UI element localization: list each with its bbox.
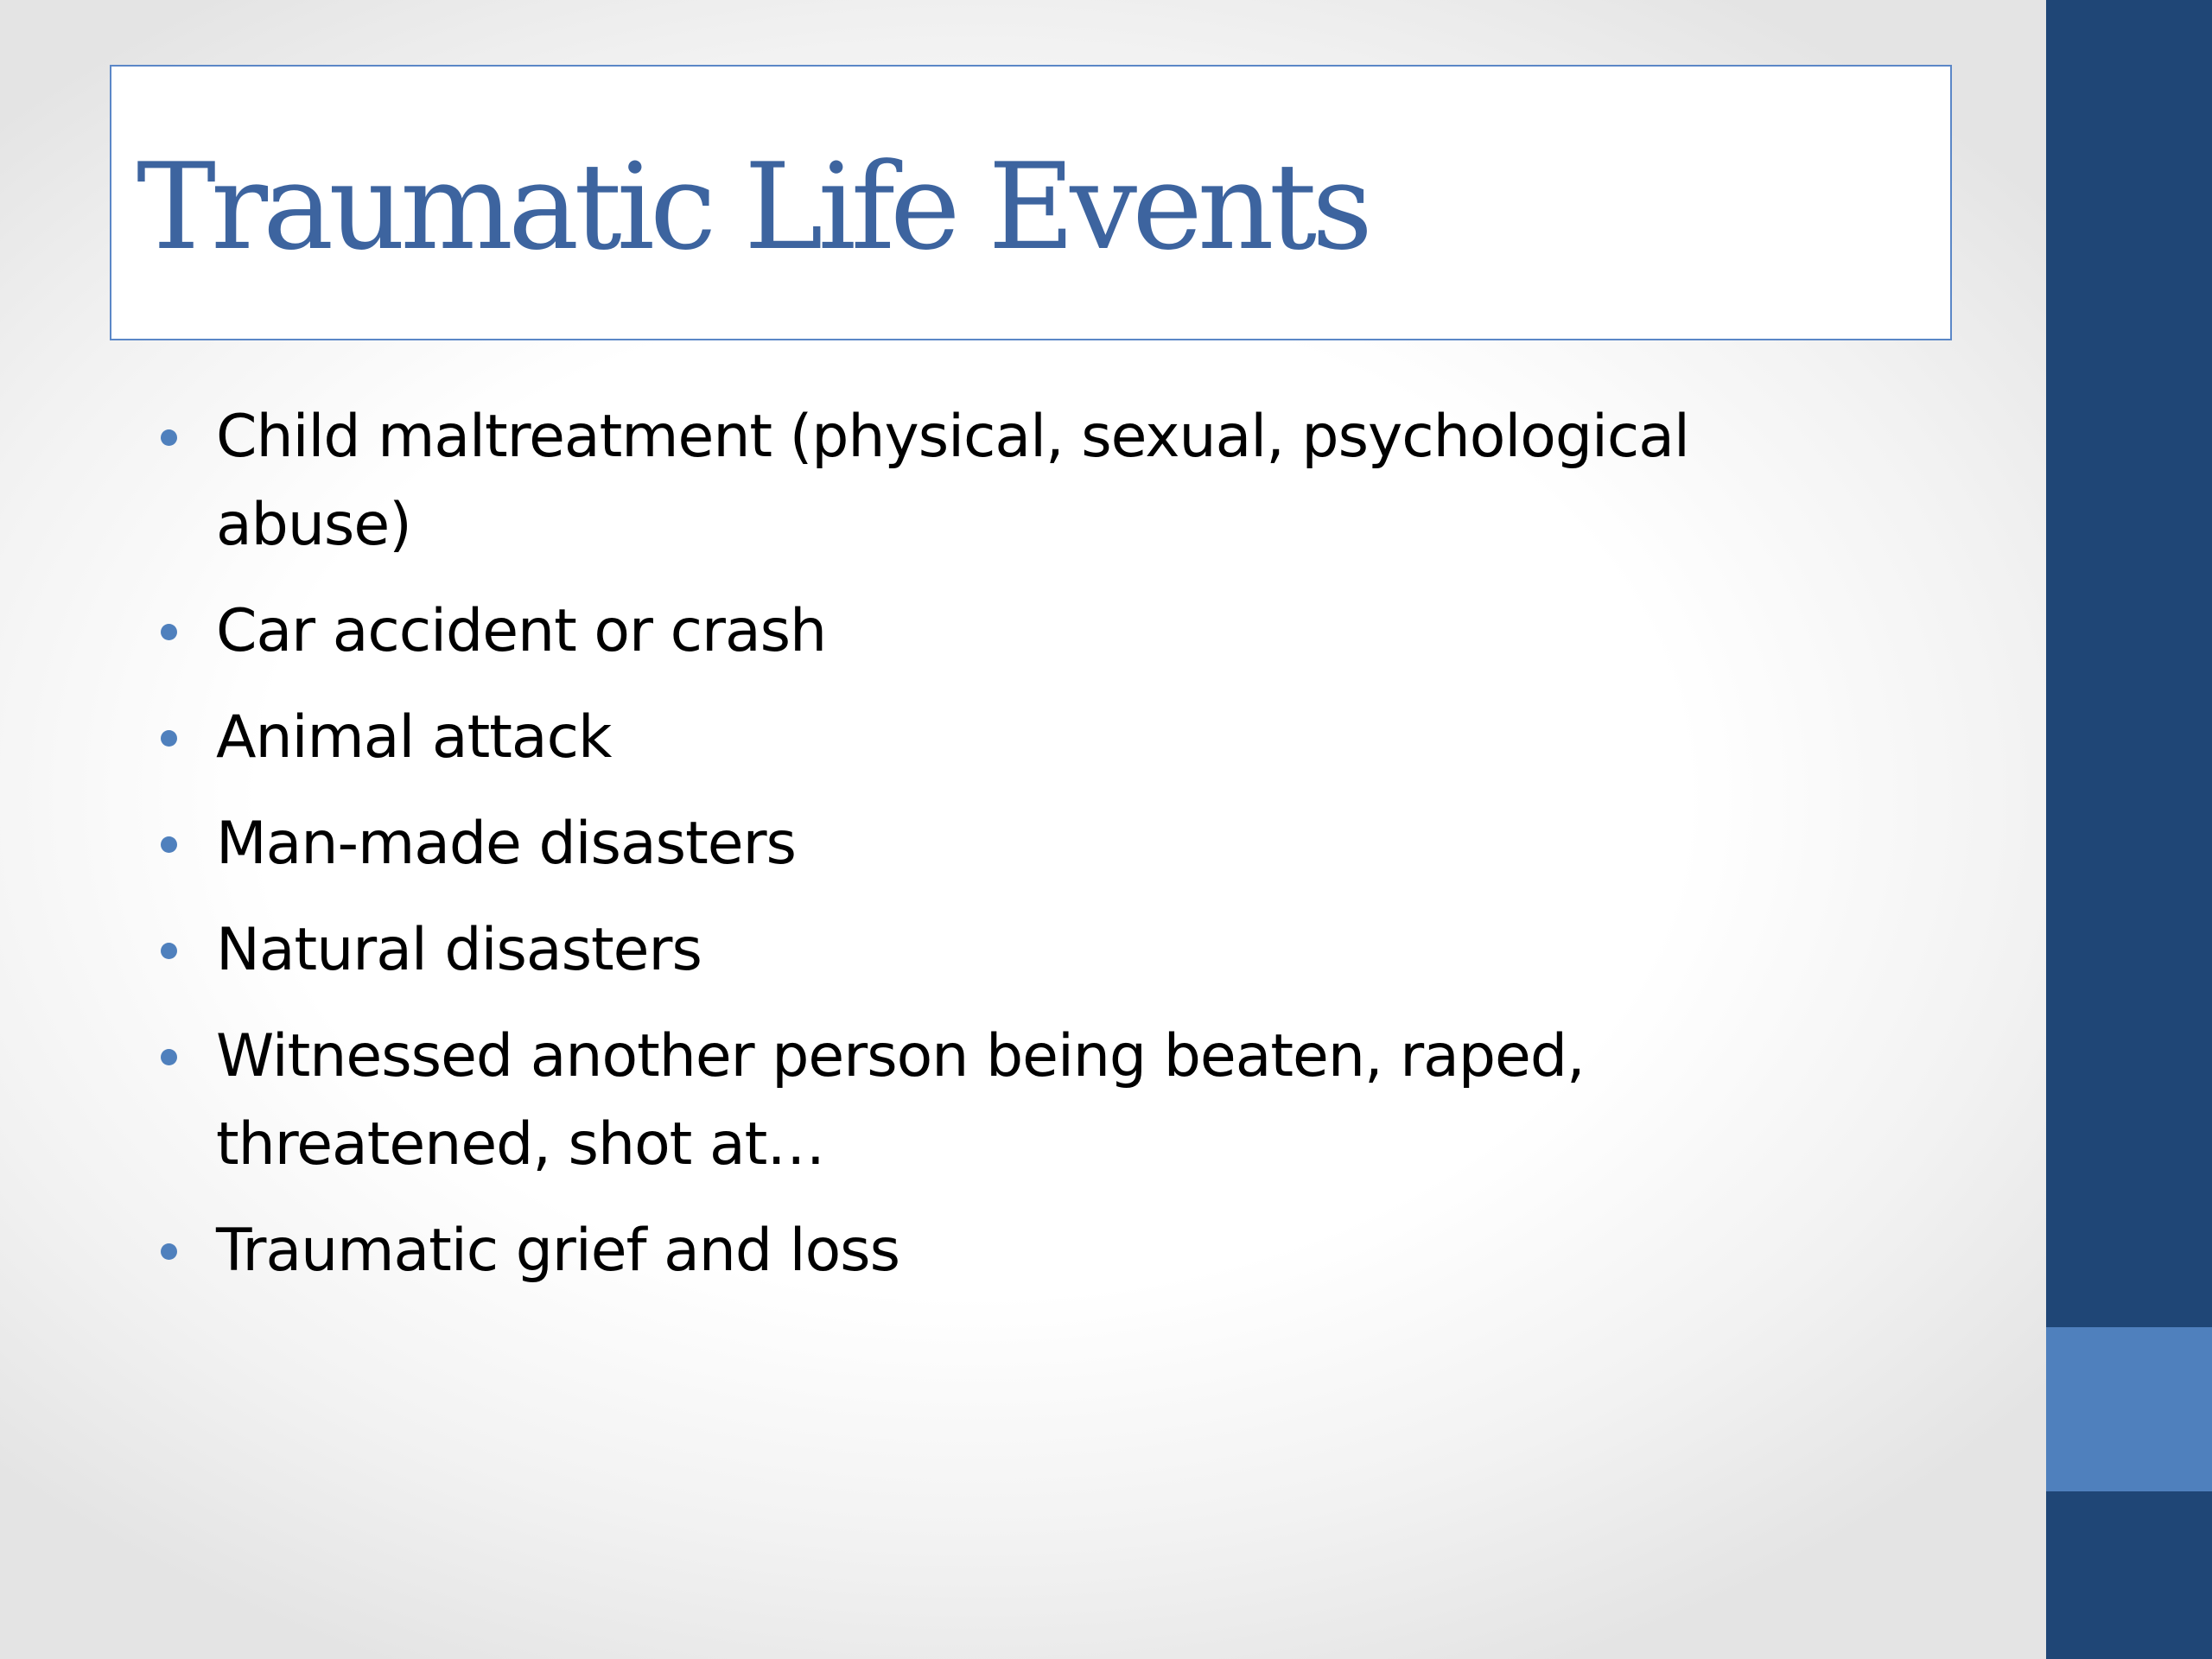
bullet-icon xyxy=(161,1049,177,1065)
list-item xyxy=(216,1207,1789,1295)
bullet-icon xyxy=(161,624,177,640)
bullet-icon xyxy=(161,1243,177,1260)
bullet-icon xyxy=(161,429,177,446)
bullet-text: Witnessed another person being beaten, raped, threatened, shot at… xyxy=(216,1022,1585,1179)
bullet-list xyxy=(216,393,1789,1313)
list-item xyxy=(216,1013,1789,1189)
title-box xyxy=(110,65,1952,340)
bullet-icon xyxy=(161,730,177,747)
bullet-text: Natural disasters xyxy=(216,916,702,984)
bullet-text: Car accident or crash xyxy=(216,597,827,665)
bullet-icon xyxy=(161,836,177,853)
list-item xyxy=(216,800,1789,888)
bullet-icon xyxy=(161,943,177,959)
list-item xyxy=(216,694,1789,782)
bullet-text: Traumatic grief and loss xyxy=(216,1217,900,1285)
bullet-text: Man-made disasters xyxy=(216,810,796,878)
list-item xyxy=(216,588,1789,676)
list-item xyxy=(216,906,1789,995)
bullet-text: Child maltreatment (physical, sexual, psychological abuse) xyxy=(216,403,1689,559)
side-decor-accent xyxy=(2046,1327,2212,1491)
bullet-text: Animal attack xyxy=(216,703,612,772)
list-item xyxy=(216,393,1789,569)
slide-title: Traumatic Life Events xyxy=(137,137,1368,276)
